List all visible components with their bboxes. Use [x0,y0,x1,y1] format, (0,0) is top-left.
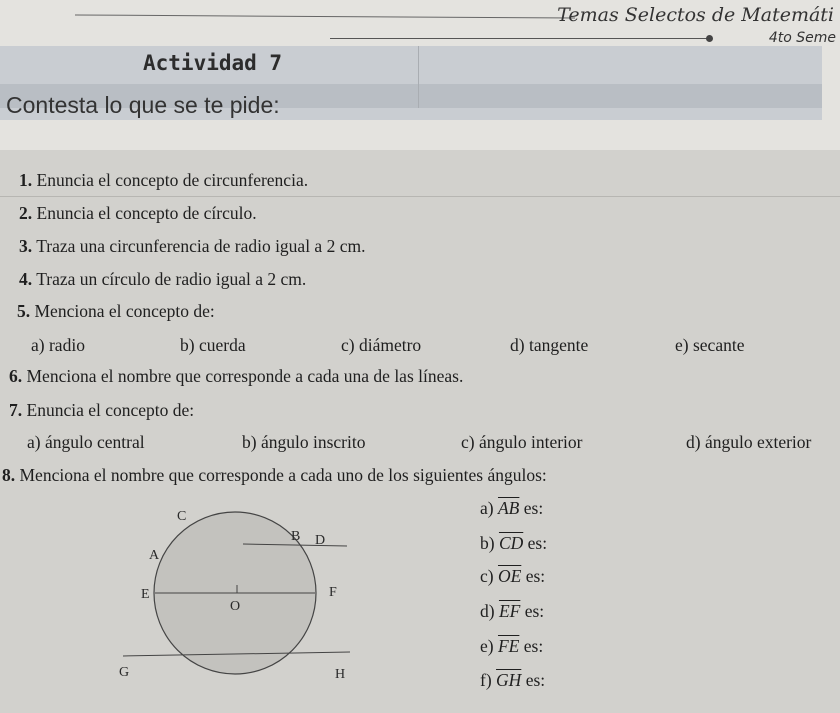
question-number: 5. [17,301,31,321]
q5-option-b [180,335,246,356]
question-number: 6. [9,366,23,386]
option-text: cuerda [198,335,246,355]
option-letter: c) [461,432,475,452]
item-letter: a) [480,498,494,518]
q7-option-c [461,432,583,453]
question-8 [2,465,547,486]
activity-banner-divider [418,46,419,108]
circle-diagram [115,506,355,686]
question-text: Enuncia el concepto de: [26,400,195,420]
segment-label: $\overline{OE}$ [497,566,522,586]
question-text: Traza una circunferencia de radio igual a 2 cm. [36,236,366,256]
option-letter: d) [510,335,525,355]
center-o-label: O [230,599,241,614]
option-letter: a) [27,432,41,452]
item-letter: f) [480,670,492,690]
question-4 [19,269,306,290]
question-text: Menciona el concepto de: [34,301,215,321]
q5-option-a [31,335,85,356]
option-text: radio [48,335,85,355]
question-3 [19,236,365,257]
q8-item-a [480,498,543,519]
q5-option-d [510,335,588,356]
option-letter: d) [686,432,701,452]
point-h-label: H [335,667,346,682]
option-letter: a) [31,335,45,355]
question-6 [9,366,463,387]
option-text: ángulo exterior [704,432,812,452]
segment-label: $\overline{CD}$ [498,533,524,553]
activity-banner-row [0,46,822,85]
activity-title: Actividad 7 [143,51,283,75]
question-7 [9,400,194,421]
question-number: 7. [9,400,23,420]
question-number: 3. [19,236,33,256]
segment-label: $\overline{EF}$ [498,601,521,621]
q7-option-d [686,432,811,453]
item-suffix: es: [523,636,544,656]
header-dot [706,35,713,42]
point-e-label: E [141,587,150,602]
question-text: Enuncia el concepto de circunferencia. [36,170,309,190]
question-text: Traza un círculo de radio igual a 2 cm. [36,269,307,289]
option-letter: e) [675,335,689,355]
point-f-label: F [329,585,337,600]
question-text: Menciona el nombre que corresponde a cada uno de los siguientes ángulos: [19,465,547,485]
header-rule-secondary [330,38,710,39]
option-letter: b) [180,335,195,355]
option-text: tangente [528,335,589,355]
point-c-label: C [177,509,187,524]
item-letter: c) [480,566,494,586]
item-suffix: es: [525,670,546,690]
option-letter: b) [242,432,257,452]
q5-option-e [675,335,744,356]
item-suffix: es: [524,601,545,621]
semester-label: 4to Seme [768,30,836,46]
q8-item-e [480,636,543,657]
option-text: ángulo central [44,432,145,452]
question-number: 4. [19,269,33,289]
item-letter: e) [480,636,494,656]
option-letter: c) [341,335,355,355]
question-text: Enuncia el concepto de círculo. [36,203,257,223]
q8-item-f [480,670,545,691]
item-letter: b) [480,533,495,553]
option-text: ángulo inscrito [260,432,366,452]
point-a-label: A [149,548,160,563]
point-b-label: B [291,529,301,544]
option-text: diámetro [358,335,422,355]
segment-label: $\overline{GH}$ [496,670,522,690]
question-2 [19,203,257,224]
point-d-label: D [315,533,326,548]
instruction-text: Contesta lo que se te pide: [6,92,280,118]
question-1 [19,170,308,191]
item-suffix: es: [523,498,544,518]
ruled-line [0,196,840,197]
course-title: Temas Selectos de Matemáti [557,4,834,26]
q7-option-b [242,432,365,453]
segment-label: $\overline{FE}$ [497,636,520,656]
arc-label: $\overline{AB}$ [497,498,520,518]
option-text: ángulo interior [478,432,583,452]
q8-item-d [480,601,544,622]
question-text: Menciona el nombre que corresponde a cada una de las líneas. [26,366,464,386]
item-suffix: es: [527,533,548,553]
question-number: 1. [19,170,33,190]
item-letter: d) [480,601,495,621]
q7-option-a [27,432,145,453]
question-number: 2. [19,203,33,223]
option-text: secante [692,335,745,355]
item-suffix: es: [525,566,546,586]
point-g-label: G [119,665,130,680]
question-number: 8. [2,465,16,485]
q8-item-c [480,566,545,587]
q8-item-b [480,533,547,554]
q5-option-c [341,335,421,356]
question-5 [17,301,215,322]
